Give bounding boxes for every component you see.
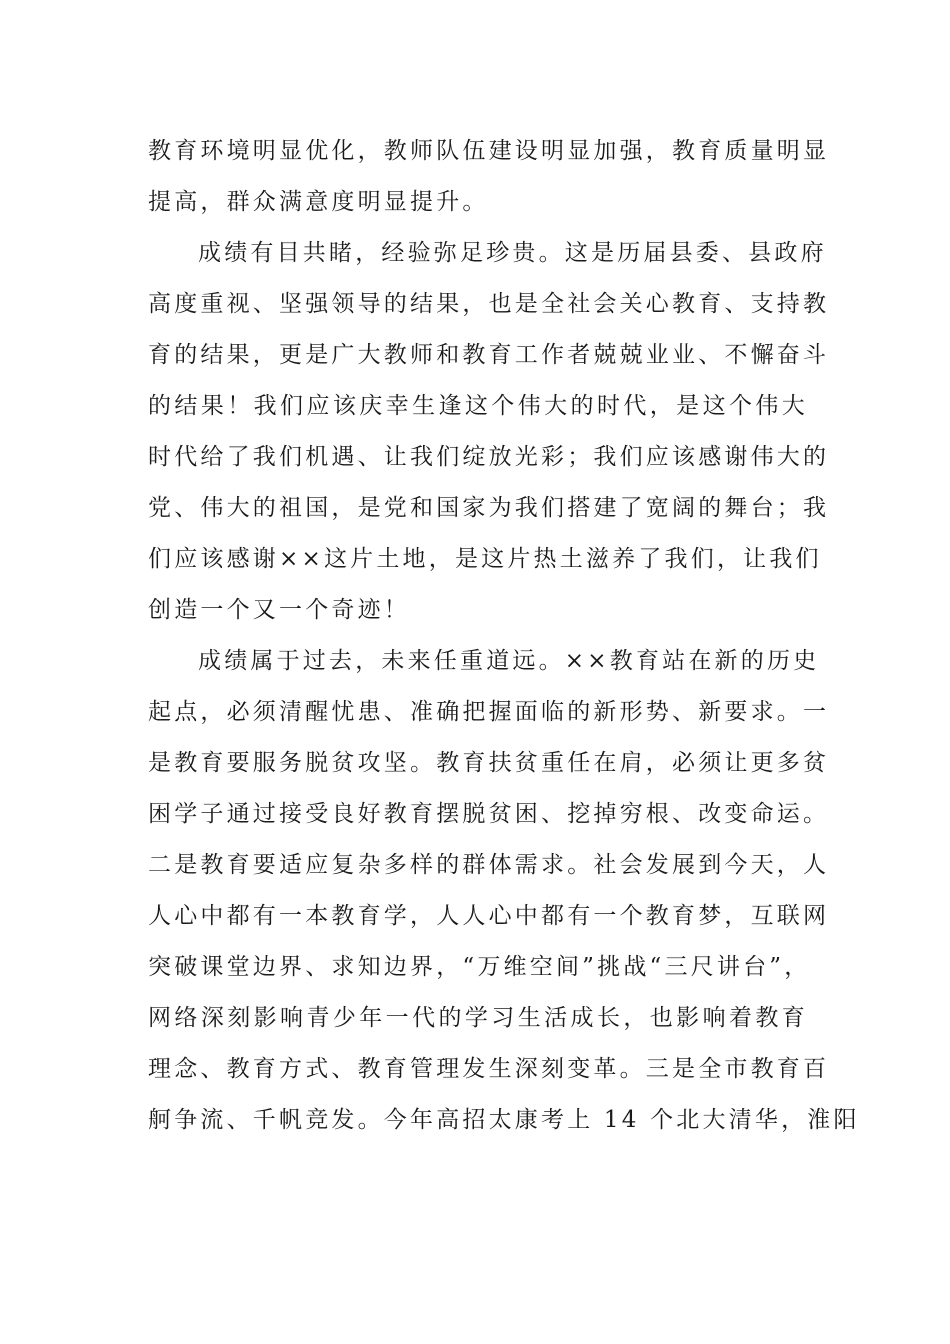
text-line: 理念、教育方式、教育管理发生深刻变革。三是全市教育百	[148, 1056, 830, 1082]
paragraph-3	[148, 636, 860, 1146]
text-line: 提高，群众满意度明显提升。	[148, 189, 489, 215]
text-line: 舸争流、千帆竞发。今年高招太康考上 14 个北大清华，淮阳	[148, 1107, 860, 1133]
text-line: 突破课堂边界、求知边界，“万维空间”挑战“三尺讲台”，	[148, 954, 811, 980]
text-line: 成绩有目共睹，经验弥足珍贵。这是历届县委、县政府	[198, 240, 827, 266]
text-line: 人心中都有一本教育学，人人心中都有一个教育梦，互联网	[148, 903, 830, 929]
paragraph-2	[148, 228, 830, 636]
text-line: 困学子通过接受良好教育摆脱贫困、挖掉穷根、改变命运。	[148, 801, 830, 827]
text-line: 育的结果，更是广大教师和教育工作者兢兢业业、不懈奋斗	[148, 342, 830, 368]
body-text	[148, 126, 860, 1146]
text-line: 成绩属于过去，未来任重道远。××教育站在新的历史	[198, 648, 820, 674]
text-line: 创造一个又一个奇迹！	[148, 597, 410, 623]
text-line: 高度重视、坚强领导的结果，也是全社会关心教育、支持教	[148, 291, 830, 317]
text-line: 是教育要服务脱贫攻坚。教育扶贫重任在肩，必须让更多贫	[148, 750, 830, 776]
paragraph-1	[148, 126, 830, 228]
text-line: 党、伟大的祖国，是党和国家为我们搭建了宽阔的舞台；我	[148, 495, 830, 521]
text-line: 的结果！我们应该庆幸生逢这个伟大的时代，是这个伟大	[148, 393, 808, 419]
text-line: 时代给了我们机遇、让我们绽放光彩；我们应该感谢伟大的	[148, 444, 830, 470]
text-line: 教育环境明显优化，教师队伍建设明显加强，教育质量明显	[148, 138, 830, 164]
text-line: 起点，必须清醒忧患、准确把握面临的新形势、新要求。一	[148, 699, 830, 725]
text-line: 们应该感谢××这片土地，是这片热土滋养了我们，让我们	[148, 546, 822, 572]
text-line: 二是教育要适应复杂多样的群体需求。社会发展到今天，人	[148, 852, 830, 878]
text-line: 网络深刻影响青少年一代的学习生活成长，也影响着教育	[148, 1005, 808, 1031]
